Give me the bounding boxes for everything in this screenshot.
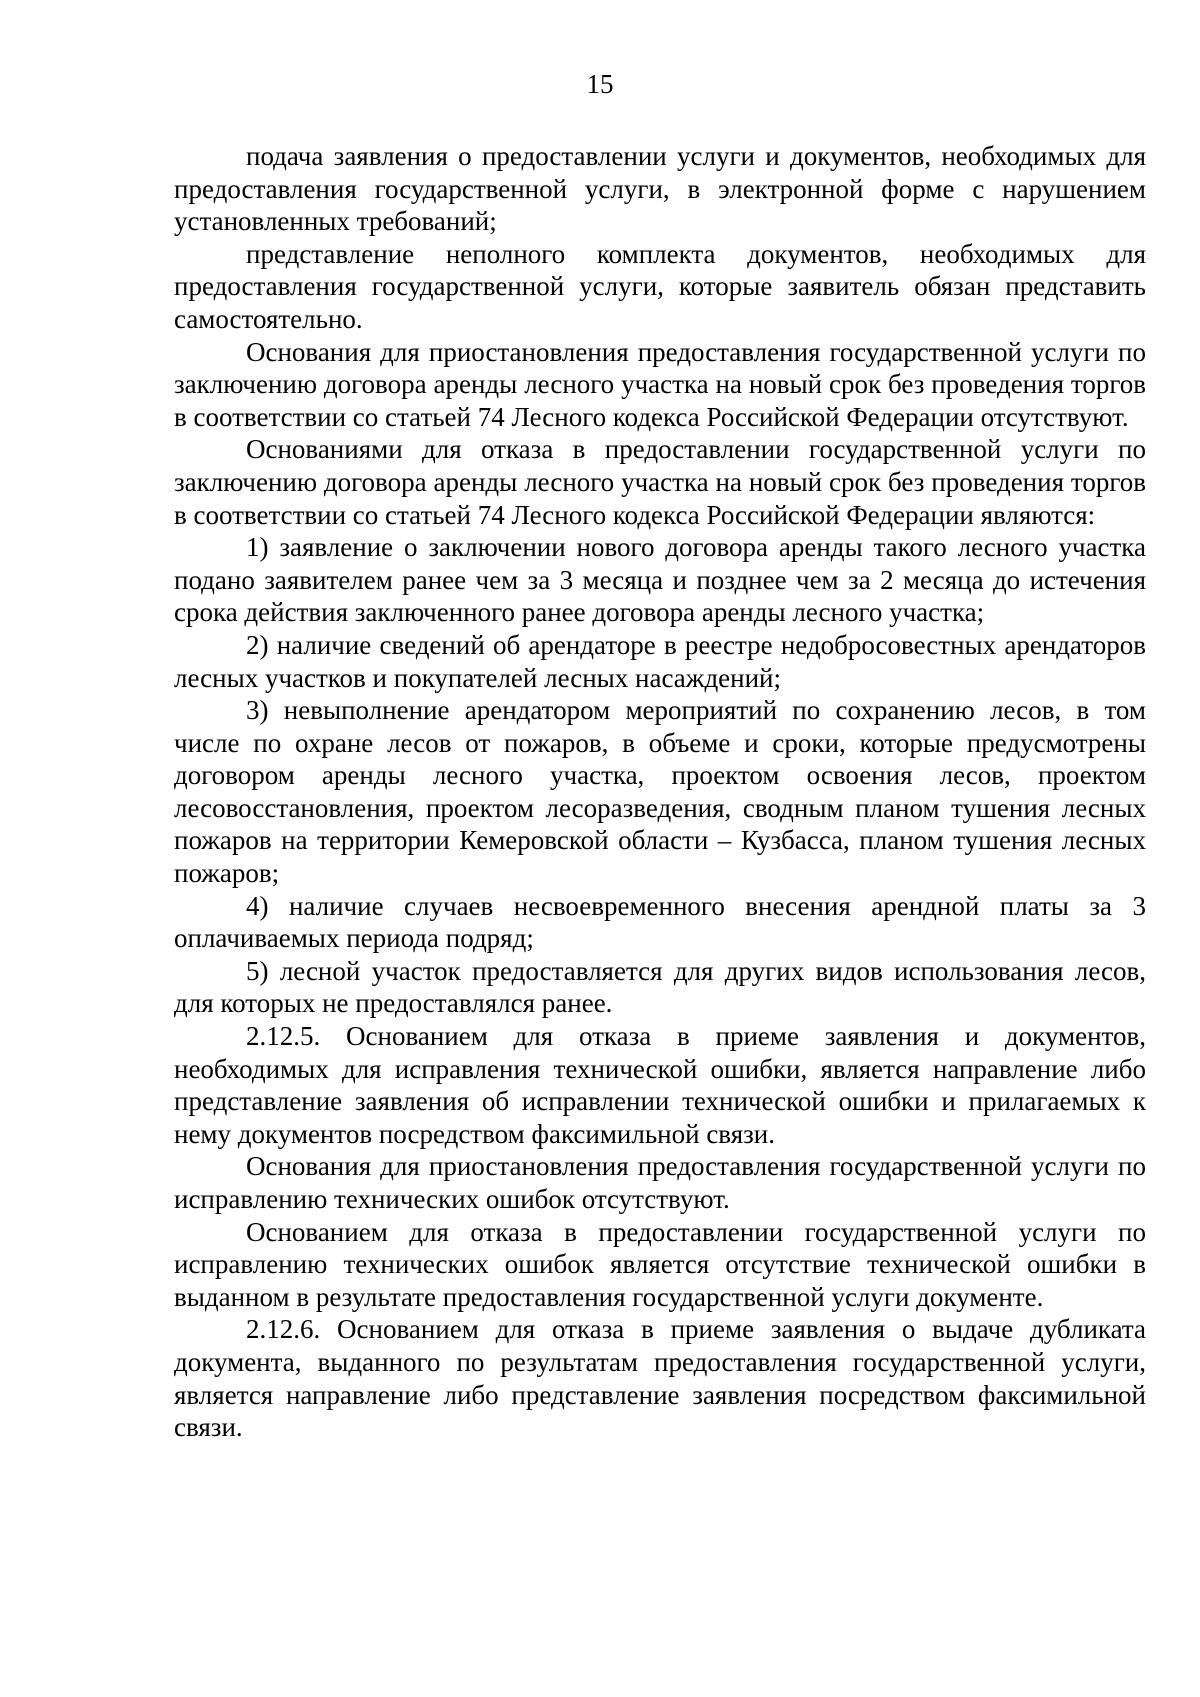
list-item: 5) лесной участок предоставляется для других видов использования лесов, для которых не предоставлялся ранее.	[174, 955, 1146, 1019]
paragraph: Основания для приостановления предоставления государственной услуги по исправлению технических ошибок отсутствуют.	[174, 1151, 1146, 1214]
paragraph: подача заявления о предоставлении услуги и документов, необходимых для предоставления государственной услуги, в электронной форме с нарушением установленных требований;	[174, 141, 1146, 237]
list-item: 2) наличие сведений об арендаторе в реестре недобросовестных арендаторов лесных участков и покупателей лесных насаждений;	[174, 629, 1146, 693]
section-2-12-5: 2.12.5. Основанием для отказа в приеме заявления и документов, необходимых для исправления технической ошибки, является направление либо представление заявления об исправлении технической ошибки и прилагаемых к нему документов посредством факсимильной связи.	[174, 1021, 1146, 1149]
paragraph: Основаниями для отказа в предоставлении государственной услуги по заключению договора аренды лесного участка на новый срок без проведения торгов в соответствии со статьей 74 Лесного кодекса Российской Федерации являются:	[174, 434, 1146, 530]
list-item: 3) невыполнение арендатором мероприятий по сохранению лесов, в том числе по охране лесов от пожаров, в объеме и сроки, которые предусмотрены договором аренды лесного участка, проектом освоения лесов, проектом лесовосстановления, проектом лесоразведения, сводным планом тушения лесных пожаров на территории Кемеровской области – Кузбасса, планом тушения лесных пожаров;	[174, 695, 1146, 889]
paragraph: Основания для приостановления предоставления государственной услуги по заключению договора аренды лесного участка на новый срок без проведения торгов в соответствии со статьей 74 Лесного кодекса Российской Федерации отсутствуют.	[174, 336, 1146, 432]
page-number: 15	[586, 69, 614, 99]
list-item: 1) заявление о заключении нового договора аренды такого лесного участка подано заявителем ранее чем за 3 месяца и позднее чем за 2 месяца до истечения срока действия заключенного ранее договора аренды лесного участка;	[174, 532, 1146, 628]
paragraph: Основанием для отказа в предоставлении государственной услуги по исправлению технических ошибок является отсутствие технической ошибки в выданном в результате предоставления государственной услуги документе.	[174, 1216, 1146, 1312]
section-2-12-6: 2.12.6. Основанием для отказа в приеме заявления о выдаче дубликата документа, выданного по результатам предоставления государственной услуги, является направление либо представление заявления посредством факсимильной связи.	[174, 1314, 1146, 1443]
document-body	[174, 140, 1146, 1444]
paragraph: представление неполного комплекта документов, необходимых для предоставления государственной услуги, которые заявитель обязан представить самостоятельно.	[174, 238, 1146, 334]
list-item: 4) наличие случаев несвоевременного внесения арендной платы за 3 оплачиваемых периода подряд;	[174, 890, 1146, 954]
